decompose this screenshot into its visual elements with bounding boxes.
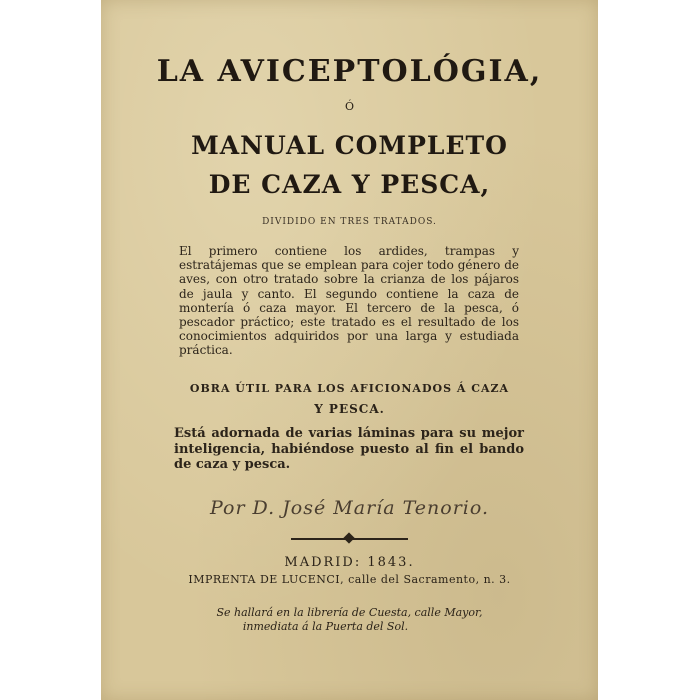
book-title: LA AVICEPTOLÓGIA, — [156, 54, 543, 89]
author-signature: Por D. José María Tenorio. — [209, 497, 490, 519]
imprint-city-year: MADRID: 1843. — [284, 555, 415, 570]
title-conjunction: Ó — [344, 100, 355, 113]
description-paragraph: El primero contiene los ardides, trampas y estratájemas que se emplean para cojer todo género de aves, con otro tratado sobre la crianza de los pájaros de jaula y canto. El segundo contiene la caza de montería ó caza mayor. El tercero de la pesca, ó pescador práctico; este tratado es el resultado de los conocimientos adquiridos por una larga y estudiada práctica. — [179, 244, 519, 358]
divided-note: DIVIDIDO EN TRES TRATADOS. — [262, 217, 437, 227]
ornamental-rule-diamond — [343, 532, 354, 543]
usefulness-line-2: Y PESCA. — [314, 402, 385, 416]
usefulness-line-1: OBRA ÚTIL PARA LOS AFICIONADOS Á CAZA — [189, 382, 510, 395]
sale-note-line-1: Se hallará en la librería de Cuesta, calle Mayor, — [216, 606, 483, 619]
imprint-press: IMPRENTA DE LUCENCI, calle del Sacramento, n. 3. — [188, 573, 511, 586]
title-page — [101, 0, 598, 700]
adornment-paragraph: Está adornada de varias láminas para su mejor inteligencia, habiéndose puesto al fin el bando de caza y pesca. — [174, 426, 524, 472]
sale-note-line-2: inmediata á la Puerta del Sol. — [242, 620, 409, 633]
subtitle-line-1: MANUAL COMPLETO — [191, 131, 508, 160]
subtitle-line-2: DE CAZA Y PESCA, — [208, 170, 491, 199]
